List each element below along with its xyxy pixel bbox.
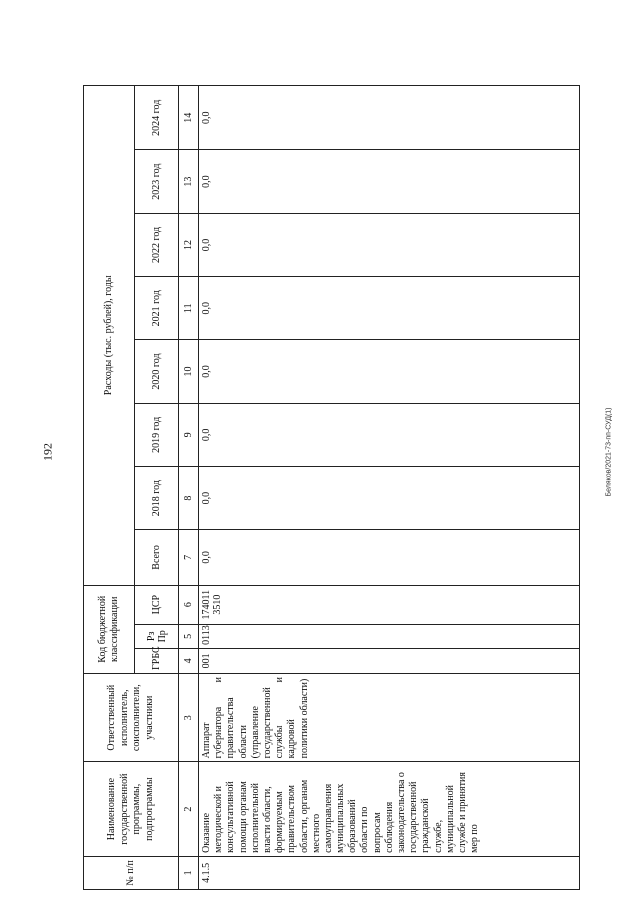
header-grbs: ГРБС xyxy=(135,648,179,673)
column-number: 7 xyxy=(179,530,199,585)
row-year-value: 0,0 xyxy=(199,213,580,276)
row-responsible: Аппарат губернатора и правительства области (управление государственной службы и кадровой политики области) xyxy=(199,673,580,761)
row-year-value: 0,0 xyxy=(199,277,580,340)
page-number: 192 xyxy=(40,443,55,461)
row-csr: 1740113510 xyxy=(199,585,580,624)
table-row xyxy=(199,86,580,890)
header-year: 2020 год xyxy=(135,340,179,403)
column-number: 10 xyxy=(179,340,199,403)
header-name: Наименование государственной программы, подпрограммы xyxy=(84,762,179,856)
row-year-value: 0,0 xyxy=(199,403,580,466)
header-csr: ЦСР xyxy=(135,585,179,624)
header-year: 2019 год xyxy=(135,403,179,466)
column-number: 11 xyxy=(179,277,199,340)
column-number: 13 xyxy=(179,150,199,213)
header-year: 2024 год xyxy=(135,86,179,151)
row-year-value: 0,0 xyxy=(199,466,580,529)
column-number: 14 xyxy=(179,86,199,151)
row-name: Оказание методической и консультативной помощи органам исполнительной власти области, формируемым правительством области, органам местного самоуправления муниципальных образований области по вопросам соблюдения законодательства о государственной гражданской службе, муниципальной службе и принятия мер по xyxy=(199,762,580,856)
row-rz-pr: 0113 xyxy=(199,624,580,648)
header-num: № п/п xyxy=(84,856,179,889)
column-number: 4 xyxy=(179,648,199,673)
column-number: 6 xyxy=(179,585,199,624)
budget-table xyxy=(83,85,580,890)
column-number: 2 xyxy=(179,762,199,856)
column-number: 9 xyxy=(179,403,199,466)
column-number: 12 xyxy=(179,213,199,276)
header-year: 2018 год xyxy=(135,466,179,529)
header-responsible: Ответственный исполнитель, соисполнители, участники xyxy=(84,673,179,761)
header-total: Всего xyxy=(135,530,179,585)
column-number: 1 xyxy=(179,856,199,889)
header-year: 2022 год xyxy=(135,213,179,276)
header-budget-code: Код бюджетной классификации xyxy=(84,585,135,673)
row-year-value: 0,0 xyxy=(199,86,580,151)
document-side-identifier: Беляков/2021-73-пп-СУД(1) xyxy=(605,407,613,497)
header-expenses: Расходы (тыс. рублей), годы xyxy=(84,86,135,586)
header-year: 2021 год xyxy=(135,277,179,340)
row-total: 0,0 xyxy=(199,530,580,585)
column-number: 5 xyxy=(179,624,199,648)
row-num: 4.1.5 xyxy=(199,856,580,889)
rotated-table-container xyxy=(83,85,580,890)
header-year: 2023 год xyxy=(135,150,179,213)
row-year-value: 0,0 xyxy=(199,340,580,403)
row-year-value: 0,0 xyxy=(199,150,580,213)
row-grbs: 001 xyxy=(199,648,580,673)
column-number: 3 xyxy=(179,673,199,761)
column-number: 8 xyxy=(179,466,199,529)
header-rz-pr: Рз Пр xyxy=(135,624,179,648)
